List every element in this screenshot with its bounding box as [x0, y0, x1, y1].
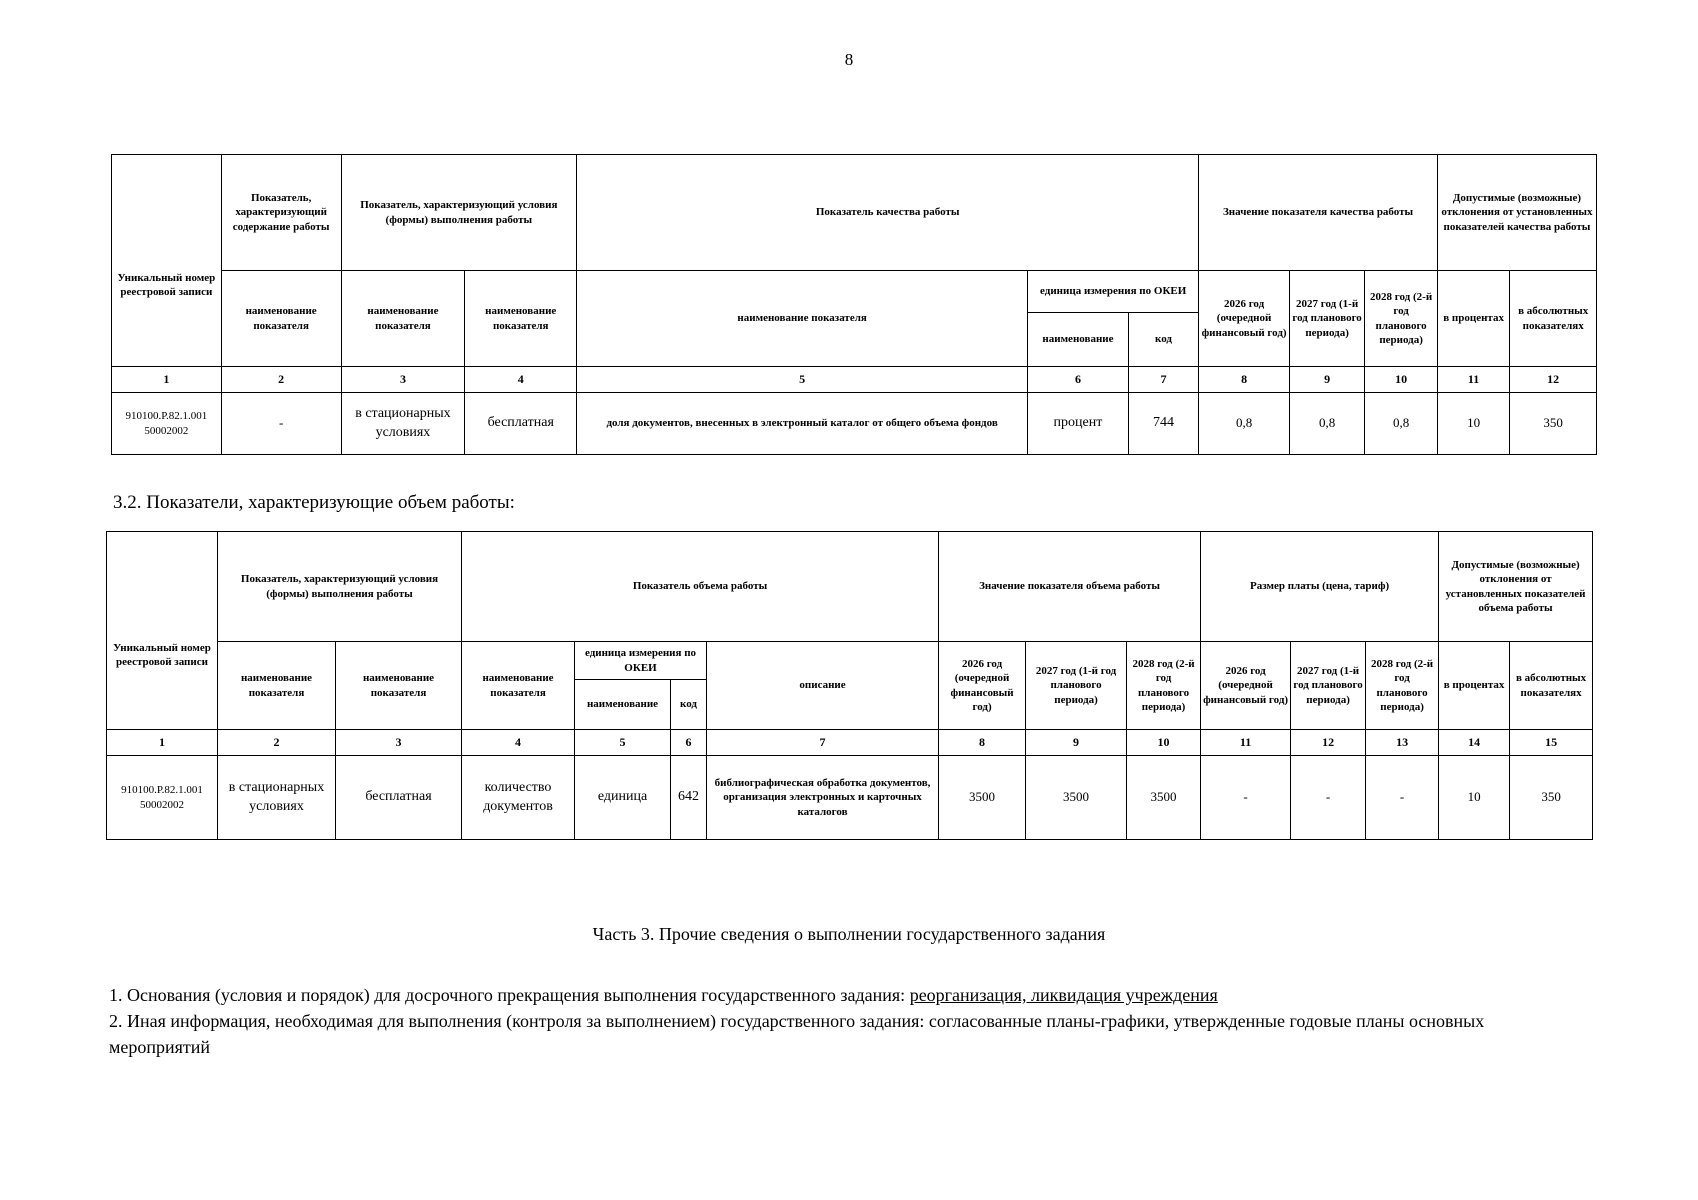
volume-indicators-table	[106, 531, 1593, 840]
header-unit-code: код	[671, 680, 707, 730]
quality-indicators-table	[111, 154, 1597, 455]
column-number: 3	[341, 367, 465, 393]
header-unit-name: наименование	[575, 680, 671, 730]
table-row	[107, 756, 1593, 840]
cell-deviation-absolute: 350	[1510, 756, 1593, 840]
cell-unit-name: процент	[1028, 393, 1129, 455]
table-row	[112, 393, 1597, 455]
paragraph-other-info: 2. Иная информация, необходимая для выполнения (контроля за выполнением) государственного задания: согласованные планы-графики, утвержденные годовые планы основных мероприятий	[109, 1011, 1485, 1057]
header-indicator-name: наименование показателя	[577, 271, 1028, 367]
cell-unit-code: 642	[671, 756, 707, 840]
header-unit-name: наименование	[1028, 313, 1129, 367]
cell-registry-number: 910100.Р.82.1.001 50002002	[112, 393, 222, 455]
header-unit-code: код	[1128, 313, 1198, 367]
header-deviation-absolute: в абсолютных показателях	[1510, 271, 1597, 367]
paragraph-early-termination	[109, 982, 1589, 1008]
header-form-name: наименование показателя	[465, 271, 577, 367]
cell-value-2028: 3500	[1127, 756, 1201, 840]
cell-fee-2028: -	[1366, 756, 1439, 840]
cell-content: -	[221, 393, 341, 455]
cell-fee-2027: -	[1291, 756, 1366, 840]
column-number: 9	[1289, 367, 1365, 393]
header-fee: Размер платы (цена, тариф)	[1201, 532, 1439, 642]
cell-fee-2026: -	[1201, 756, 1291, 840]
column-number: 8	[939, 730, 1026, 756]
section-subtitle: 3.2. Показатели, характеризующие объем работы:	[113, 492, 515, 513]
header-registry-number: Уникальный номер реестровой записи	[112, 155, 222, 367]
header-year-2027: 2027 год (1-й год планового периода)	[1289, 271, 1365, 367]
header-value-2026: 2026 год (очередной финансовый год)	[939, 642, 1026, 730]
column-number: 9	[1026, 730, 1127, 756]
header-conditions-indicator: Показатель, характеризующий условия (формы) выполнения работы	[341, 155, 577, 271]
column-number: 6	[1028, 367, 1129, 393]
column-number: 12	[1291, 730, 1366, 756]
column-number: 1	[112, 367, 222, 393]
column-number: 1	[107, 730, 218, 756]
header-registry-number: Уникальный номер реестровой записи	[107, 532, 218, 730]
column-number: 4	[465, 367, 577, 393]
header-deviation-percent: в процентах	[1437, 271, 1509, 367]
column-number: 6	[671, 730, 707, 756]
cell-value-2028: 0,8	[1365, 393, 1438, 455]
header-fee-2028: 2028 год (2-й год планового периода)	[1366, 642, 1439, 730]
header-indicator-name: наименование показателя	[462, 642, 575, 730]
header-deviation: Допустимые (возможные) отклонения от установленных показателей качества работы	[1437, 155, 1596, 271]
header-deviation: Допустимые (возможные) отклонения от установленных показателей объема работы	[1439, 532, 1593, 642]
column-number: 15	[1510, 730, 1593, 756]
cell-form: бесплатная	[336, 756, 462, 840]
column-number: 13	[1366, 730, 1439, 756]
header-value-2028: 2028 год (2-й год планового периода)	[1127, 642, 1201, 730]
header-year-2026: 2026 год (очередной финансовый год)	[1199, 271, 1290, 367]
column-number: 11	[1437, 367, 1509, 393]
underlined-text: реорганизация, ликвидация учреждения	[909, 985, 1218, 1005]
cell-indicator-name: количество документов	[462, 756, 575, 840]
cell-value-2026: 3500	[939, 756, 1026, 840]
header-okei-unit: единица измерения по ОКЕИ	[1028, 271, 1199, 313]
header-fee-2026: 2026 год (очередной финансовый год)	[1201, 642, 1291, 730]
cell-indicator-name: доля документов, внесенных в электронный каталог от общего объема фондов	[577, 393, 1028, 455]
header-volume-value: Значение показателя объема работы	[939, 532, 1201, 642]
cell-registry-number: 910100.Р.82.1.001 50002002	[107, 756, 218, 840]
column-number: 7	[1128, 367, 1198, 393]
cell-deviation-absolute: 350	[1510, 393, 1597, 455]
column-number: 5	[575, 730, 671, 756]
column-number: 10	[1127, 730, 1201, 756]
cell-value-2026: 0,8	[1199, 393, 1290, 455]
column-number: 3	[336, 730, 462, 756]
header-form-name: наименование показателя	[336, 642, 462, 730]
column-number: 2	[221, 367, 341, 393]
column-number: 11	[1201, 730, 1291, 756]
cell-deviation-percent: 10	[1437, 393, 1509, 455]
page-number: 8	[844, 50, 854, 69]
header-condition-name: наименование показателя	[218, 642, 336, 730]
header-deviation-absolute: в абсолютных показателях	[1510, 642, 1593, 730]
header-value-2027: 2027 год (1-й год планового периода)	[1026, 642, 1127, 730]
header-condition-name: наименование показателя	[341, 271, 465, 367]
header-year-2028: 2028 год (2-й год планового периода)	[1365, 271, 1438, 367]
cell-value-2027: 0,8	[1289, 393, 1365, 455]
column-number: 14	[1439, 730, 1510, 756]
column-number: 7	[707, 730, 939, 756]
column-number: 2	[218, 730, 336, 756]
header-content-indicator: Показатель, характеризующий содержание работы	[221, 155, 341, 271]
column-number: 5	[577, 367, 1028, 393]
header-quality-value: Значение показателя качества работы	[1199, 155, 1438, 271]
column-number: 8	[1199, 367, 1290, 393]
cell-condition: в стационарных условиях	[218, 756, 336, 840]
header-content-name: наименование показателя	[221, 271, 341, 367]
header-quality-indicator: Показатель качества работы	[577, 155, 1199, 271]
paragraph-text: 1. Основания (условия и порядок) для досрочного прекращения выполнения государственного задания:	[109, 985, 910, 1005]
cell-value-2027: 3500	[1026, 756, 1127, 840]
column-number: 10	[1365, 367, 1438, 393]
column-number: 12	[1510, 367, 1597, 393]
cell-unit-code: 744	[1128, 393, 1198, 455]
cell-condition: в стационарных условиях	[341, 393, 465, 455]
cell-description: библиографическая обработка документов, организация электронных и карточных каталогов	[707, 756, 939, 840]
header-fee-2027: 2027 год (1-й год планового периода)	[1291, 642, 1366, 730]
header-okei-unit: единица измерения по ОКЕИ	[575, 642, 707, 680]
header-description: описание	[707, 642, 939, 730]
header-conditions-indicator: Показатель, характеризующий условия (формы) выполнения работы	[218, 532, 462, 642]
header-volume-indicator: Показатель объема работы	[462, 532, 939, 642]
cell-form: бесплатная	[465, 393, 577, 455]
cell-unit-name: единица	[575, 756, 671, 840]
header-deviation-percent: в процентах	[1439, 642, 1510, 730]
column-number: 4	[462, 730, 575, 756]
part3-title: Часть 3. Прочие сведения о выполнении государственного задания	[592, 924, 1106, 944]
cell-deviation-percent: 10	[1439, 756, 1510, 840]
